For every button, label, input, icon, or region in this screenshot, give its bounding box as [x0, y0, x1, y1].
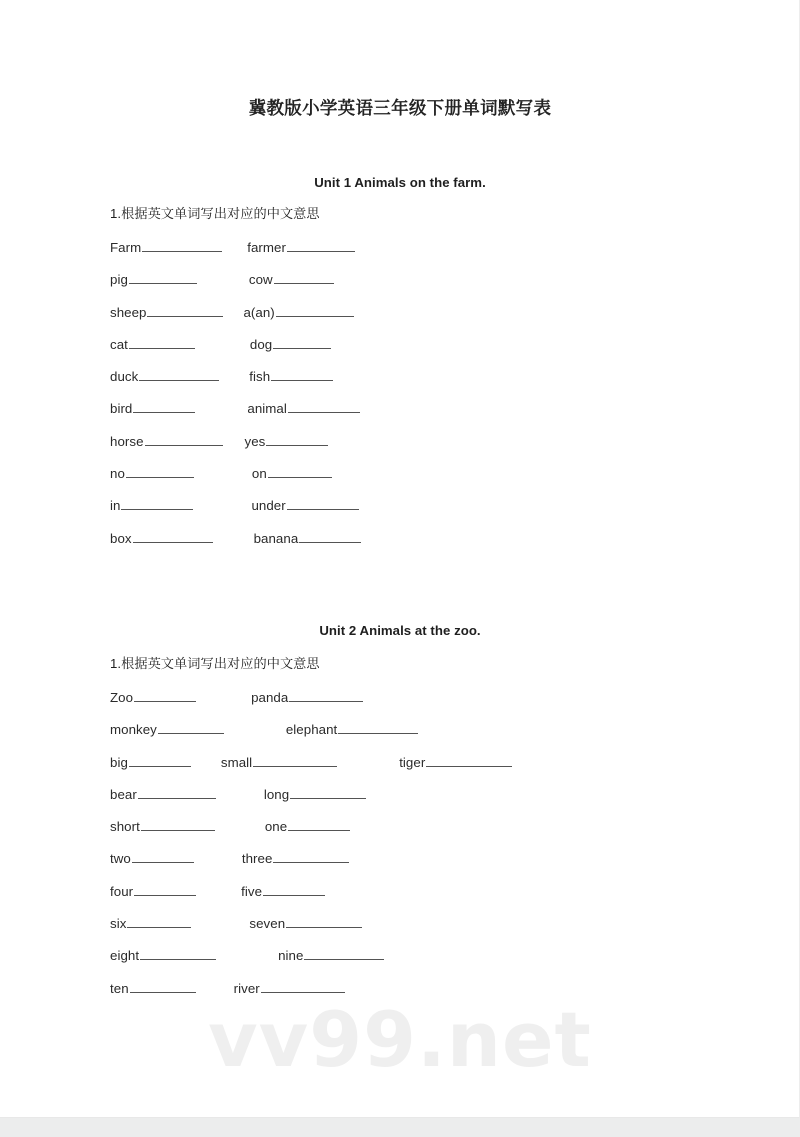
- page-title: 冀教版小学英语三年级下册单词默写表: [248, 99, 552, 119]
- answer-blank[interactable]: [290, 785, 366, 799]
- word-row: [110, 817, 800, 849]
- word-entry: [110, 817, 215, 836]
- word-entry: [286, 720, 418, 739]
- answer-blank[interactable]: [274, 270, 334, 284]
- unit-instruction: 1.根据英文单词写出对应的中文意思: [110, 656, 320, 671]
- answer-blank[interactable]: [129, 335, 195, 349]
- word-entry: [110, 720, 224, 739]
- answer-blank[interactable]: [271, 367, 333, 381]
- word-row: [110, 464, 800, 496]
- answer-blank[interactable]: [288, 399, 360, 413]
- word-entry: [249, 270, 334, 289]
- word-entry: [110, 464, 194, 483]
- answer-blank[interactable]: [147, 303, 223, 317]
- unit-heading: Unit 2 Animals at the zoo.: [319, 623, 481, 638]
- word-entry: [399, 753, 512, 772]
- word-entry: [110, 367, 219, 386]
- answer-blank[interactable]: [126, 464, 194, 478]
- word-row: [110, 270, 800, 302]
- word-entry: [265, 817, 350, 836]
- word-label: cat: [110, 336, 128, 352]
- word-label: yes: [244, 433, 266, 449]
- answer-blank[interactable]: [138, 785, 216, 799]
- word-label: two: [110, 851, 131, 867]
- word-label: box: [110, 530, 132, 546]
- answer-blank[interactable]: [141, 817, 215, 831]
- word-label: four: [110, 883, 134, 899]
- word-entry: [251, 496, 358, 515]
- word-row: [110, 238, 800, 270]
- word-row: [110, 785, 800, 817]
- word-entry: [110, 688, 196, 707]
- answer-blank[interactable]: [140, 946, 216, 960]
- answer-blank[interactable]: [276, 303, 354, 317]
- word-row: [110, 335, 800, 367]
- page-bottom-strip: [0, 1118, 800, 1137]
- word-label: Zoo: [110, 690, 134, 705]
- word-entry: [247, 399, 359, 418]
- word-row: [110, 529, 800, 561]
- word-entry: [110, 914, 191, 933]
- word-entry: [110, 270, 197, 289]
- word-entry: [110, 303, 223, 322]
- word-label: nine: [278, 948, 304, 964]
- answer-blank[interactable]: [127, 914, 191, 928]
- answer-blank[interactable]: [289, 688, 363, 702]
- word-label: farmer: [247, 240, 286, 255]
- word-label: six: [110, 916, 127, 932]
- word-entry: [110, 529, 213, 548]
- word-label: tiger: [399, 754, 426, 770]
- word-entry: [110, 849, 194, 868]
- word-label: no: [110, 466, 125, 482]
- word-entry: [110, 979, 196, 998]
- word-entry: [245, 432, 329, 451]
- word-list: [0, 688, 800, 1011]
- answer-blank[interactable]: [121, 496, 193, 510]
- word-row: [110, 979, 800, 1011]
- word-label: seven: [249, 916, 286, 932]
- word-label: eight: [110, 948, 140, 964]
- answer-blank[interactable]: [304, 946, 384, 960]
- word-label: panda: [251, 690, 289, 705]
- word-entry: [243, 303, 353, 322]
- answer-blank[interactable]: [273, 335, 331, 349]
- word-entry: [110, 432, 223, 451]
- word-entry: [110, 238, 222, 257]
- word-label: bird: [110, 401, 133, 417]
- answer-blank[interactable]: [134, 688, 196, 702]
- answer-blank[interactable]: [287, 238, 355, 252]
- answer-blank[interactable]: [266, 432, 328, 446]
- word-entry: [110, 496, 193, 515]
- word-row: [110, 399, 800, 431]
- word-row: [110, 688, 800, 720]
- word-row: [110, 303, 800, 335]
- word-label: a(an): [243, 304, 275, 320]
- word-label: one: [264, 819, 288, 835]
- word-label: animal: [247, 401, 287, 417]
- answer-blank[interactable]: [287, 496, 359, 510]
- answer-blank[interactable]: [253, 753, 337, 767]
- word-label: ten: [110, 980, 129, 996]
- word-label: duck: [110, 369, 139, 385]
- word-entry: [110, 882, 196, 901]
- word-row: [110, 753, 800, 785]
- word-entry: [241, 882, 325, 901]
- word-label: sheep: [110, 304, 147, 320]
- word-entry: [110, 785, 216, 804]
- word-entry: [278, 946, 384, 965]
- word-label: short: [110, 819, 140, 835]
- answer-blank[interactable]: [299, 529, 361, 543]
- word-label: three: [241, 851, 273, 867]
- answer-blank[interactable]: [139, 367, 219, 381]
- word-label: dog: [249, 336, 273, 352]
- word-entry: [110, 335, 195, 354]
- word-row: [110, 432, 800, 464]
- word-entry: [110, 399, 195, 418]
- word-label: on: [251, 466, 267, 482]
- answer-blank[interactable]: [288, 817, 350, 831]
- word-label: small: [220, 754, 253, 770]
- answer-blank[interactable]: [268, 464, 332, 478]
- word-label: river: [233, 980, 260, 996]
- word-entry: [221, 753, 337, 772]
- word-row: [110, 720, 800, 752]
- word-entry: [252, 464, 332, 483]
- word-entry: [250, 335, 331, 354]
- word-entry: [110, 753, 191, 772]
- word-label: fish: [249, 369, 271, 385]
- word-entry: [242, 849, 350, 868]
- word-entry: [254, 529, 362, 548]
- word-list: [0, 238, 800, 561]
- word-entry: [249, 367, 333, 386]
- answer-blank[interactable]: [129, 753, 191, 767]
- answer-blank[interactable]: [129, 270, 197, 284]
- word-label: Farm: [110, 240, 142, 255]
- word-label: big: [110, 754, 128, 770]
- word-entry: [234, 979, 345, 998]
- word-entry: [247, 238, 355, 257]
- word-row: [110, 946, 800, 978]
- answer-blank[interactable]: [263, 882, 325, 896]
- word-entry: [249, 914, 362, 933]
- answer-blank[interactable]: [134, 882, 196, 896]
- word-row: [110, 882, 800, 914]
- answer-blank[interactable]: [142, 238, 222, 252]
- answer-blank[interactable]: [261, 979, 345, 993]
- word-label: five: [241, 883, 263, 899]
- answer-blank[interactable]: [273, 849, 349, 863]
- word-label: cow: [248, 272, 273, 288]
- watermark-text: vv99.net: [208, 995, 592, 1084]
- answer-blank[interactable]: [133, 529, 213, 543]
- answer-blank[interactable]: [158, 720, 224, 734]
- word-label: elephant: [285, 722, 338, 738]
- unit-heading: Unit 1 Animals on the farm.: [314, 175, 486, 190]
- word-row: [110, 849, 800, 881]
- answer-blank[interactable]: [132, 849, 194, 863]
- answer-blank[interactable]: [338, 720, 418, 734]
- word-label: monkey: [110, 722, 157, 738]
- answer-blank[interactable]: [286, 914, 362, 928]
- answer-blank[interactable]: [130, 979, 196, 993]
- word-label: pig: [110, 272, 128, 288]
- word-entry: [264, 785, 366, 804]
- answer-blank[interactable]: [133, 399, 195, 413]
- word-entry: [110, 946, 216, 965]
- word-label: long: [263, 786, 290, 802]
- word-entry: [251, 688, 363, 707]
- word-label: bear: [110, 786, 137, 802]
- word-label: banana: [253, 530, 299, 546]
- word-label: horse: [110, 433, 144, 449]
- word-row: [110, 496, 800, 528]
- word-row: [110, 914, 800, 946]
- word-label: in: [110, 498, 121, 514]
- unit-instruction: 1.根据英文单词写出对应的中文意思: [110, 206, 320, 221]
- word-row: [110, 367, 800, 399]
- answer-blank[interactable]: [145, 432, 223, 446]
- answer-blank[interactable]: [426, 753, 512, 767]
- word-label: under: [251, 498, 286, 514]
